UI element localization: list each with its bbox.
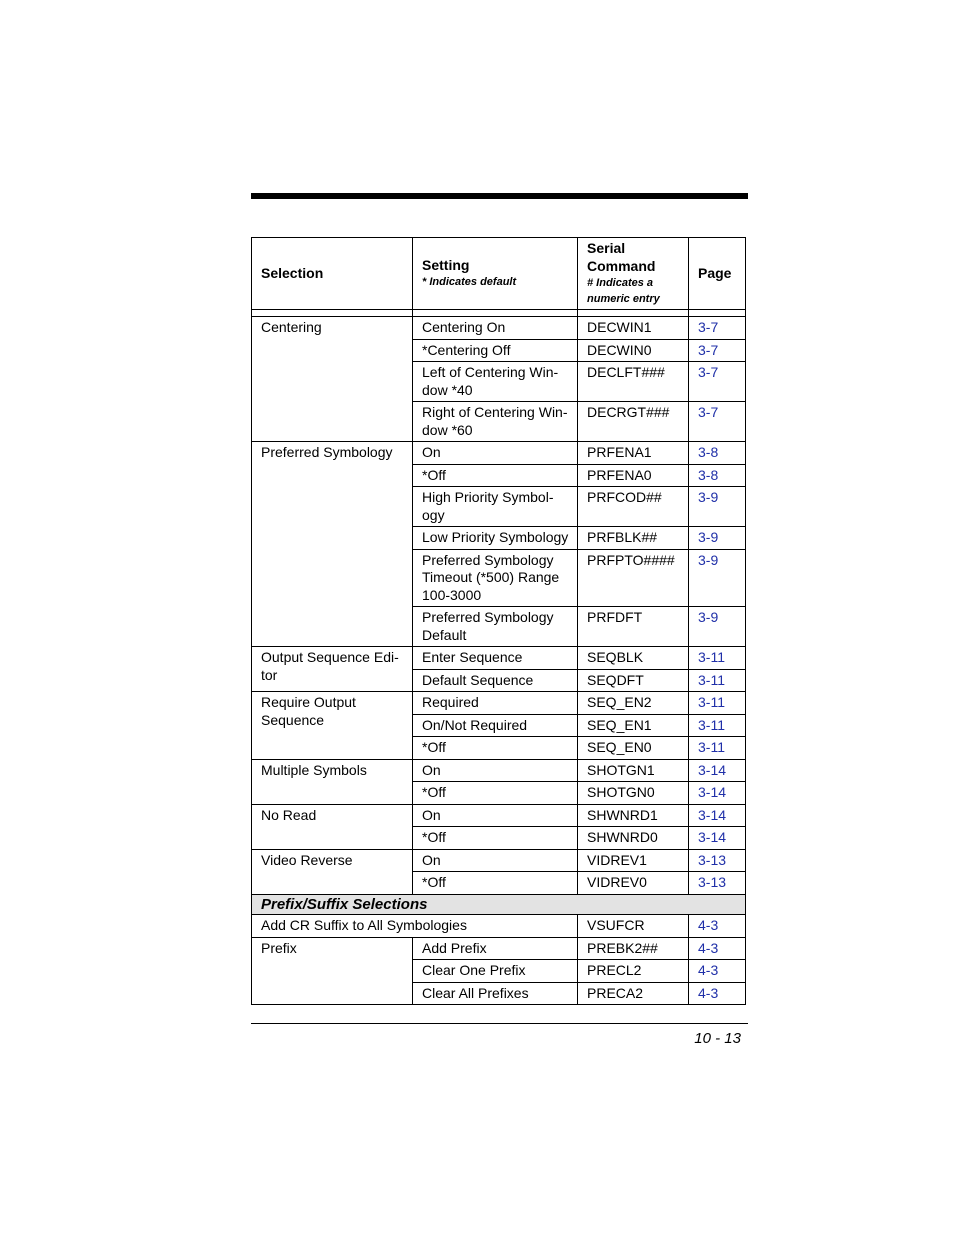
table-row: [252, 692, 746, 715]
selection-cell: Prefix: [252, 937, 413, 1005]
command-cell: SEQ_EN2: [578, 692, 689, 715]
selection-cell: Preferred Symbology: [252, 442, 413, 647]
setting-cell: Add Prefix: [413, 937, 578, 960]
setting-cell: *Off: [413, 872, 578, 895]
setting-cell: On: [413, 804, 578, 827]
command-cell: PRFENA1: [578, 442, 689, 465]
command-cell: SHOTGN0: [578, 782, 689, 805]
page-link[interactable]: 3-7: [689, 339, 746, 362]
page-link[interactable]: 3-11: [689, 737, 746, 760]
table-row: [252, 647, 746, 670]
page-link[interactable]: 3-7: [689, 362, 746, 402]
table-row: [252, 915, 746, 938]
selection-cell: No Read: [252, 804, 413, 849]
table-row: [252, 317, 746, 340]
command-cell: VIDREV1: [578, 849, 689, 872]
section-title: Prefix/Suffix Selections: [252, 894, 746, 915]
page-link[interactable]: 4-3: [689, 982, 746, 1005]
header-page: Page: [689, 238, 746, 310]
header-setting: Setting * Indicates default: [413, 238, 578, 310]
section-header-row: [252, 894, 746, 915]
setting-cell: Clear One Prefix: [413, 960, 578, 983]
command-cell: SEQBLK: [578, 647, 689, 670]
command-cell: DECRGT###: [578, 402, 689, 442]
page-link[interactable]: 3-13: [689, 872, 746, 895]
page-link[interactable]: 3-14: [689, 804, 746, 827]
table-row: [252, 804, 746, 827]
selection-cell: Video Reverse: [252, 849, 413, 894]
page-link[interactable]: 3-14: [689, 782, 746, 805]
page-link[interactable]: 3-7: [689, 317, 746, 340]
page-number: 10 - 13: [694, 1030, 741, 1047]
setting-cell: *Off: [413, 464, 578, 487]
setting-cell: Enter Sequence: [413, 647, 578, 670]
command-cell: SHOTGN1: [578, 759, 689, 782]
selection-cell: Multiple Symbols: [252, 759, 413, 804]
header-serial-command: Serial Command # Indicates a numeric entry: [578, 238, 689, 310]
page-link[interactable]: 3-7: [689, 402, 746, 442]
command-cell: PRFPTO####: [578, 549, 689, 607]
setting-cell: *Centering Off: [413, 339, 578, 362]
setting-cell: Centering On: [413, 317, 578, 340]
setting-cell: High Priority Symbol- ogy: [413, 487, 578, 527]
table-row: [252, 759, 746, 782]
page-link[interactable]: 4-3: [689, 915, 746, 938]
page-link[interactable]: 3-9: [689, 549, 746, 607]
setting-cell: Preferred Symbology Default: [413, 607, 578, 647]
settings-table: [251, 237, 746, 1005]
setting-cell: Default Sequence: [413, 669, 578, 692]
page-link[interactable]: 3-14: [689, 827, 746, 850]
setting-cell: Left of Centering Win- dow *40: [413, 362, 578, 402]
setting-cell: *Off: [413, 782, 578, 805]
top-rule: [251, 193, 748, 199]
table-row: [252, 849, 746, 872]
page-link[interactable]: 3-8: [689, 464, 746, 487]
setting-cell: On: [413, 442, 578, 465]
setting-cell: Low Priority Symbology: [413, 527, 578, 550]
table-row: [252, 937, 746, 960]
page-link[interactable]: 3-9: [689, 527, 746, 550]
page-link[interactable]: 3-11: [689, 692, 746, 715]
command-cell: SEQ_EN0: [578, 737, 689, 760]
command-cell: PRFENA0: [578, 464, 689, 487]
command-cell: PRECL2: [578, 960, 689, 983]
command-cell: VSUFCR: [578, 915, 689, 938]
command-cell: PRFBLK##: [578, 527, 689, 550]
header-row: [252, 238, 746, 310]
page-link[interactable]: 3-14: [689, 759, 746, 782]
command-cell: VIDREV0: [578, 872, 689, 895]
command-cell: PREBK2##: [578, 937, 689, 960]
setting-cell: Right of Centering Win- dow *60: [413, 402, 578, 442]
page-link[interactable]: 4-3: [689, 960, 746, 983]
command-cell: DECLFT###: [578, 362, 689, 402]
selection-cell: Centering: [252, 317, 413, 442]
selection-cell: Require Output Sequence: [252, 692, 413, 760]
command-cell: SHWNRD1: [578, 804, 689, 827]
setting-cell: *Off: [413, 737, 578, 760]
selection-cell: Output Sequence Edi- tor: [252, 647, 413, 692]
header-selection: Selection: [252, 238, 413, 310]
page-link[interactable]: 4-3: [689, 937, 746, 960]
selection-cell: Add CR Suffix to All Symbologies: [252, 915, 578, 938]
page-link[interactable]: 3-11: [689, 647, 746, 670]
command-cell: DECWIN1: [578, 317, 689, 340]
setting-cell: Preferred Symbology Timeout (*500) Range 100-3000: [413, 549, 578, 607]
page-link[interactable]: 3-9: [689, 607, 746, 647]
command-cell: SEQDFT: [578, 669, 689, 692]
bottom-rule: [251, 1023, 748, 1024]
page-link[interactable]: 3-11: [689, 714, 746, 737]
setting-cell: Required: [413, 692, 578, 715]
setting-cell: On: [413, 759, 578, 782]
page-link[interactable]: 3-13: [689, 849, 746, 872]
page-link[interactable]: 3-11: [689, 669, 746, 692]
command-cell: SEQ_EN1: [578, 714, 689, 737]
page-link[interactable]: 3-9: [689, 487, 746, 527]
command-cell: PRECA2: [578, 982, 689, 1005]
setting-cell: *Off: [413, 827, 578, 850]
command-cell: DECWIN0: [578, 339, 689, 362]
command-cell: SHWNRD0: [578, 827, 689, 850]
setting-cell: On: [413, 849, 578, 872]
setting-cell: Clear All Prefixes: [413, 982, 578, 1005]
table-row: [252, 442, 746, 465]
page-link[interactable]: 3-8: [689, 442, 746, 465]
command-cell: PRFCOD##: [578, 487, 689, 527]
setting-cell: On/Not Required: [413, 714, 578, 737]
command-cell: PRFDFT: [578, 607, 689, 647]
